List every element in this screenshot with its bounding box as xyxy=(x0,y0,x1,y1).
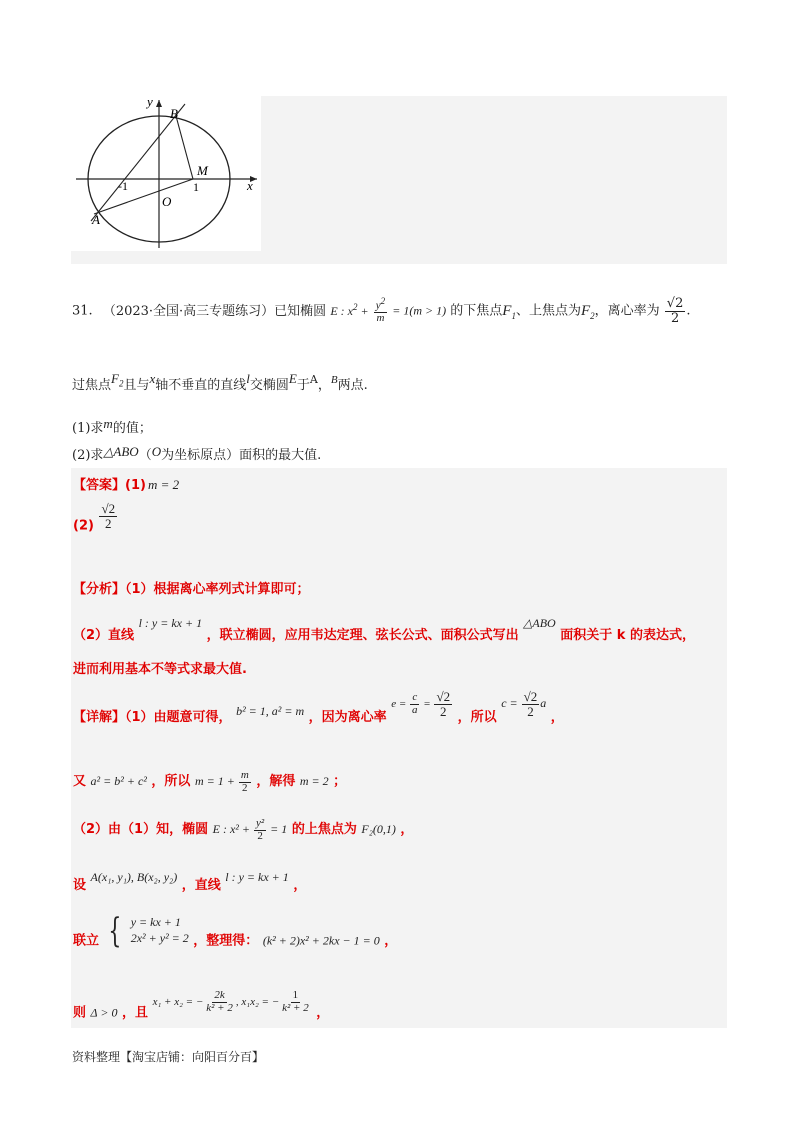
problem-number: 31. xyxy=(72,303,93,319)
figure-panel xyxy=(71,96,727,264)
e-ref: E xyxy=(288,371,297,386)
q1-suffix: 的值； xyxy=(112,421,152,436)
detail-l5-end: ， xyxy=(384,933,398,949)
detail-line-5 xyxy=(73,911,398,951)
text-intersect: 交椭圆 xyxy=(249,378,289,393)
analysis-line-3: 进而利用基本不等式求最大值. xyxy=(73,662,247,677)
detail-l1-eq1: b² = 1, a² = m xyxy=(236,703,305,718)
problem-source: （2023·全国·高三专题练习）已知椭圆 xyxy=(102,303,327,319)
answer-line-2 xyxy=(73,502,118,534)
detail-l4-eq1: A(x₁, y₁), B(x₂, y₂) xyxy=(90,870,178,884)
detail-l3-eq2: F₂(0,1) xyxy=(361,822,396,836)
y-axis-arrow xyxy=(156,100,162,107)
detail-l2-eq3: m = 2 xyxy=(299,774,329,788)
q2-prefix: (2)求 xyxy=(72,448,104,463)
detail-l2-end: ； xyxy=(333,774,347,789)
detail-l4-end: ， xyxy=(293,878,307,893)
answer-2-frac: $\frac{√2}{2}$ xyxy=(101,501,116,531)
x-ref: x xyxy=(149,371,156,386)
detail-l6-prefix: 则 xyxy=(73,1005,87,1021)
text-upper-focus: 、上焦点为 xyxy=(515,303,581,319)
ellipse-diagram xyxy=(71,96,261,251)
a-ref: A xyxy=(309,373,318,386)
detail-l3-mid: 的上焦点为 xyxy=(291,822,357,837)
line-bm xyxy=(176,116,193,179)
answer-1-value: m = 2 xyxy=(147,477,180,492)
analysis-l2-suffix: 面积关于 k 的表达式， xyxy=(560,628,695,643)
eccentricity-frac: $\frac{√2}{2}$ xyxy=(666,296,684,326)
detail-l2-eq1: a² = b² + c² xyxy=(90,774,147,788)
ellipse-frac: $\frac{y^2}{m}$ xyxy=(375,296,386,325)
system-brace: { xyxy=(107,911,121,951)
detail-l6-end: ， xyxy=(316,1005,330,1021)
detail-l1-so: ，所以 xyxy=(457,709,497,725)
q1-prefix: (1)求 xyxy=(72,421,104,436)
detail-l1-eq2: e = c a = √2 2 xyxy=(391,689,451,719)
line-am xyxy=(94,179,193,214)
detail-l1-prefix: 【详解】（1）由题意可得， xyxy=(73,709,232,725)
question-2 xyxy=(72,444,321,463)
text-lower-focus: 的下焦点 xyxy=(450,303,503,319)
text-eccentricity: ，离心率为 xyxy=(594,303,660,319)
label-1: 1 xyxy=(193,180,199,194)
detail-l3-prefix: （2）由（1）知，椭圆 xyxy=(73,822,209,837)
detail-l3-end: ， xyxy=(400,822,414,837)
label-b: B xyxy=(170,106,178,121)
detail-l5-prefix: 联立 xyxy=(73,933,100,949)
ellipse-cond: = 1(m > 1) xyxy=(392,303,447,318)
detail-l4-mid: ，直线 xyxy=(181,878,221,893)
detail-line-1 xyxy=(73,690,564,725)
label-m: M xyxy=(197,163,208,178)
analysis-line-eq: l : y = kx + 1 xyxy=(138,616,203,630)
footer-source: 资料整理【淘宝店铺：向阳百分百】 xyxy=(72,1050,265,1064)
q2-triangle: △ABO xyxy=(103,444,139,459)
q1-m: m xyxy=(103,416,113,431)
detail-l3-eq1: E : x² + $\frac{\text{y²}}{2}$ = 1 xyxy=(212,817,288,842)
label-x: x xyxy=(247,178,253,193)
detail-l1-mid: ，因为离心率 xyxy=(308,709,387,725)
detail-l5-mid: ，整理得： xyxy=(193,933,259,949)
detail-line-2 xyxy=(73,770,346,794)
f1: $F_1$ xyxy=(502,302,516,321)
detail-l2-eq2: m = 1 + $\frac{m}{2}$ xyxy=(194,769,249,794)
answer-2-label: (2) xyxy=(73,518,94,534)
label-y: y xyxy=(147,96,153,109)
detail-l4-prefix: 设 xyxy=(73,878,87,893)
q2-paren: （ xyxy=(138,448,152,463)
detail-l4-eq2: l : y = kx + 1 xyxy=(225,870,289,884)
detail-l1-eq3: c = $\frac{√2}{2}$ a xyxy=(501,689,547,719)
q2-suffix: 为坐标原点）面积的最大值. xyxy=(161,448,322,463)
label-neg1: -1 xyxy=(118,179,128,193)
text-through-focus: 过焦点 xyxy=(72,378,112,393)
f2: $F_2$ xyxy=(580,302,595,321)
detail-l2-mid: ，所以 xyxy=(151,774,191,789)
f2-ref: $F_2$ xyxy=(111,371,124,389)
detail-l6-vieta: x₁ + x₂ = − 2k k² + 2 , x₁x₂ = − 1 k² + 2 xyxy=(152,989,309,1014)
detail-line-4 xyxy=(73,870,306,893)
label-o: O xyxy=(162,194,172,209)
analysis-line-1: 【分析】（1）根据离心率列式计算即可； xyxy=(73,582,310,597)
equation-system xyxy=(131,915,189,946)
text-comma: ， xyxy=(317,378,331,393)
detail-l5-eq: (k² + 2)x² + 2kx − 1 = 0 xyxy=(262,933,380,948)
answer-line-1 xyxy=(73,474,179,493)
system-eq-1: y = kx + 1 xyxy=(130,915,181,930)
detail-l6-mid: ，且 xyxy=(122,1005,149,1021)
analysis-line-2 xyxy=(73,616,695,643)
detail-line-6 xyxy=(73,990,329,1021)
question-1 xyxy=(72,416,152,436)
text-two-points: 两点. xyxy=(337,378,368,393)
label-a: A xyxy=(92,212,100,227)
answer-panel xyxy=(71,468,727,1028)
system-eq-2: 2x² + y² = 2 xyxy=(130,931,189,945)
text-line: 轴不垂直的直线 xyxy=(155,378,247,393)
analysis-l2-prefix: （2）直线 xyxy=(73,628,135,643)
problem-line-2 xyxy=(72,371,368,393)
answer-label: 【答案】(1) xyxy=(73,478,146,493)
ellipse-eq: E : $x^2$ + xyxy=(330,301,369,318)
b-ref: B xyxy=(330,374,338,386)
detail-line-3 xyxy=(73,818,413,842)
detail-l6-delta: Δ > 0 xyxy=(90,1005,118,1020)
analysis-l2-mid: ，联立椭圆，应用韦达定理、弦长公式、面积公式写出 xyxy=(206,628,519,643)
text-and: 且与 xyxy=(123,378,150,393)
q2-o: O xyxy=(151,444,162,459)
detail-l1-end: ， xyxy=(550,709,564,725)
ellipse-figure xyxy=(71,96,261,251)
analysis-triangle: △ABO xyxy=(523,616,556,630)
l-ref: l xyxy=(246,371,250,386)
detail-l2-prefix: 又 xyxy=(73,774,87,789)
detail-l2-solve: ，解得 xyxy=(256,774,296,789)
text-at: 于 xyxy=(296,378,310,393)
problem-line-1: 31. （2023·全国·高三专题练习）已知椭圆 E : $x^2$ + $\frac{y^2}{m}$ = 1(m > 1) 的下焦点$F_1$、上焦点为$F_2$，离心率为 $\frac{√2}{2}$ . xyxy=(72,296,691,326)
